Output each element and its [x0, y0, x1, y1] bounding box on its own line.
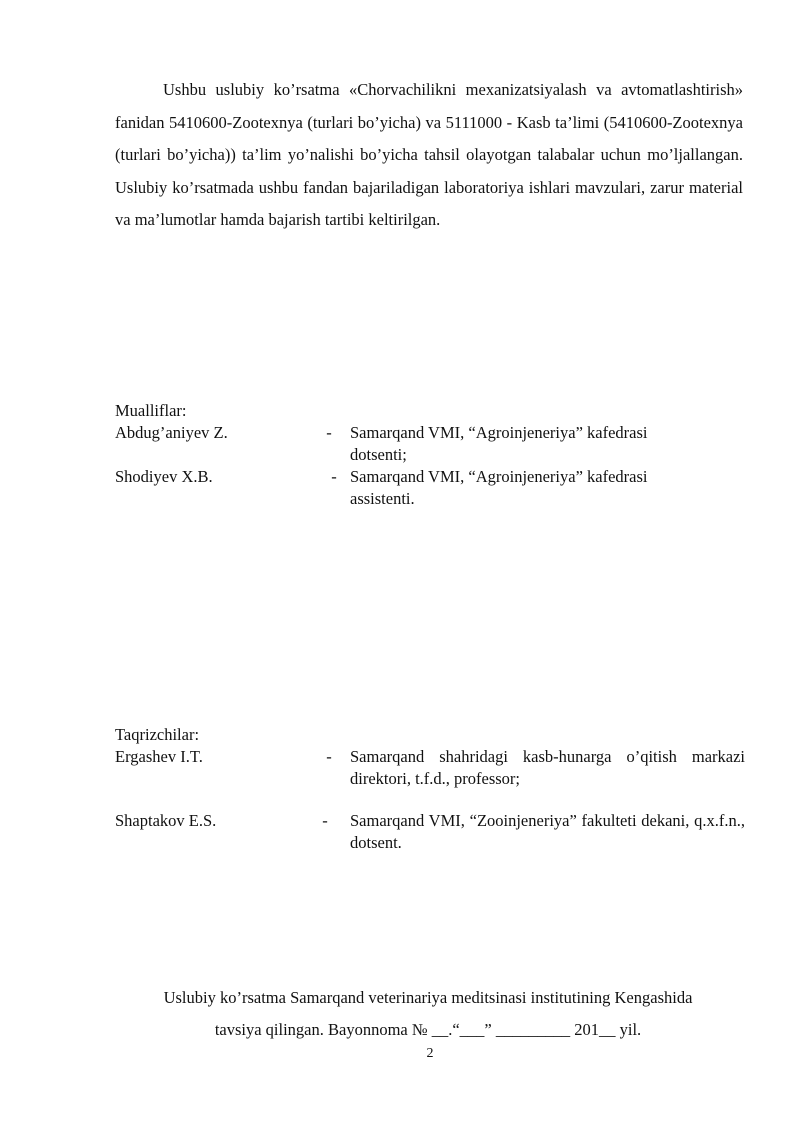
reviewer-role: Samarqand VMI, “Zooinjeneriya” fakulteti dekani, q.x.f.n., dotsent.	[350, 811, 745, 852]
reviewer-row	[115, 746, 745, 790]
approval-line-1: Uslubiy ko’rsatma Samarqand veterinariya meditsinasi institutining Kengashida	[163, 988, 693, 1007]
authors-section	[115, 400, 745, 510]
approval-note	[100, 982, 756, 1046]
reviewer-name: Ergashev I.T.	[115, 747, 203, 766]
approval-line-2: tavsiya qilingan. Bayonnoma № __.“___” _________ 201__ yil.	[214, 1020, 642, 1039]
reviewers-section	[115, 724, 745, 854]
authors-title: Mualliflar:	[115, 401, 187, 420]
reviewer-dash: -	[326, 747, 332, 766]
reviewer-name: Shaptakov E.S.	[115, 811, 217, 830]
reviewers-title: Taqrizchilar:	[115, 725, 200, 744]
reviewer-dash: -	[322, 811, 328, 830]
author-dash: -	[331, 467, 337, 486]
author-row	[115, 422, 745, 466]
author-name: Shodiyev X.B.	[115, 467, 213, 486]
author-row	[115, 466, 745, 510]
author-dash: -	[326, 423, 332, 442]
author-role: Samarqand VMI, “Agroinjeneriya” kafedrasi dotsenti;	[350, 423, 648, 464]
author-name: Abdug’aniyev Z.	[115, 423, 228, 442]
author-role: Samarqand VMI, “Agroinjeneriya” kafedrasi assistenti.	[350, 467, 648, 508]
page-number: 2	[426, 1046, 434, 1061]
reviewer-row	[115, 810, 745, 854]
reviewer-role: Samarqand shahridagi kasb-hunarga o’qitish markazi direktori, t.f.d., professor;	[350, 747, 745, 788]
intro-paragraph: Ushbu uslubiy ko’rsatma «Chorvachilikni mexanizatsiyalash va avtomatlashtirish» fanidan 5410600-Zootexnya (turlari bo’yicha) va 5111000 - Kasb ta’limi (5410600-Zootexnya (turlari bo’yicha)) ta’lim yo’nalishi bo’yicha tahsil olayotgan talabalar uchun mo’ljallangan. Uslubiy ko’rsatmada ushbu fandan bajariladigan laboratoriya ishlari mavzulari, zarur material va ma’lumotlar hamda bajarish tartibi keltirilgan.	[115, 80, 743, 229]
